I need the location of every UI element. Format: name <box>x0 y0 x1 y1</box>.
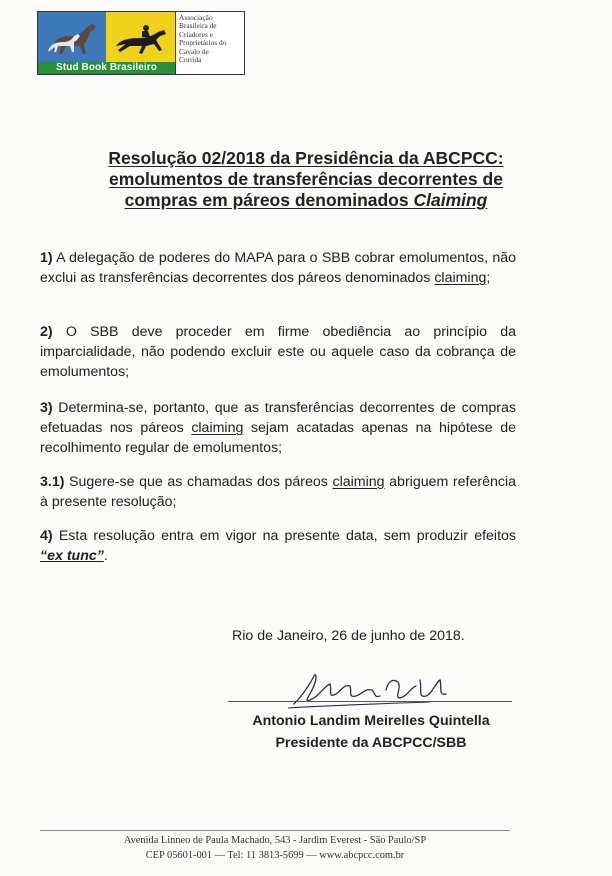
item-number: 4) <box>40 528 53 544</box>
resolution-item-2 <box>40 322 516 382</box>
footer-divider <box>40 830 510 831</box>
item-number: 2) <box>40 324 53 340</box>
handwritten-signature <box>280 668 470 714</box>
item-number: 1) <box>40 250 53 266</box>
title-line-1: Resolução 02/2018 da Presidência da ABCPCC: <box>108 148 504 168</box>
racehorse-jockey-icon <box>112 20 172 60</box>
item-text: sejam acatadas apenas na hipótese de recolhimento regular de emolumentos; <box>40 420 516 456</box>
item-text: Esta resolução entra em vigor na presente data, sem produzir efeitos <box>52 528 516 544</box>
title-line-2: emolumentos de transferências decorrentes de <box>109 169 503 189</box>
item-text: . <box>103 548 108 564</box>
title-line-3-text: compras em páreos denominados <box>124 190 414 210</box>
title-claiming: Claiming <box>413 190 488 210</box>
item-text: abriguem referência à presente resolução; <box>40 474 517 510</box>
claiming-term: claiming <box>332 474 385 490</box>
logo-band: Stud Book Brasileiro <box>38 62 175 74</box>
title-line-3 <box>125 190 488 210</box>
signer-block <box>230 710 512 754</box>
item-text: Sugere-se que as chamadas dos páreos <box>64 474 333 490</box>
footer-address: Avenida Linneo de Paula Machado, 543 - Jardim Everest - São Paulo/SP <box>123 835 427 846</box>
item-number: 3) <box>40 400 53 416</box>
item-text: ; <box>486 270 491 286</box>
footer <box>40 833 510 863</box>
horse-icon <box>44 18 104 58</box>
footer-contact: CEP 05601-001 — Tel: 11 3813-5699 — www.abcpcc.com.br <box>145 850 405 861</box>
item-text: O SBB deve proceder em firme obediência ao princípio da imparcialidade, não podendo excluir este ou aquele caso da cobrança de emolumentos; <box>40 324 516 380</box>
resolution-item-3 <box>40 398 516 458</box>
item-text: Determina-se, portanto, que as transferências decorrentes de compras efetuadas nos páreos <box>40 400 516 436</box>
logo-art <box>38 12 176 74</box>
abcpcc-logo <box>37 11 245 75</box>
signer-name: Antonio Landim Meirelles Quintella <box>252 713 490 729</box>
resolution-item-1 <box>40 248 516 288</box>
claiming-term: claiming <box>191 420 244 436</box>
document-title <box>30 148 582 211</box>
resolution-item-4 <box>40 526 516 566</box>
ex-tunc-term: “ex tunc” <box>40 548 104 564</box>
resolution-item-3-1 <box>40 472 516 512</box>
place-date: Rio de Janeiro, 26 de junho de 2018. <box>232 628 465 644</box>
signer-role: Presidente da ABCPCC/SBB <box>275 735 467 751</box>
claiming-term: claiming <box>434 270 487 286</box>
item-number: 3.1) <box>40 474 65 490</box>
org-name: Associação Brasileira de Criadores e Proprietários do Cavalo de Corrida <box>179 13 227 65</box>
signature-line <box>228 701 512 702</box>
item-text: A delegação de poderes do MAPA para o SBB cobrar emolumentos, não exclui as transferências decorrentes dos páreos denominados <box>40 250 516 286</box>
